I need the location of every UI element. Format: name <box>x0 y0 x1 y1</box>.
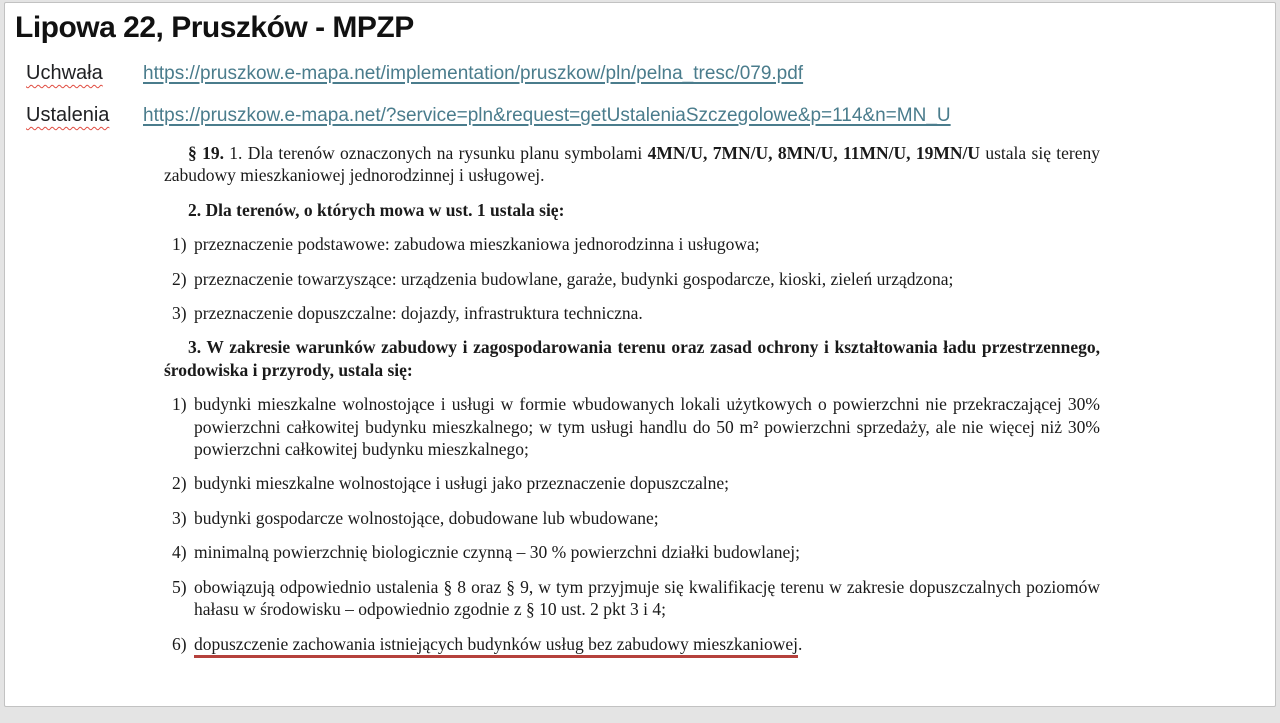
item-number: 1) <box>172 394 187 415</box>
paragraph-19-1: § 19. 1. Dla terenów oznaczonych na rysunku planu symbolami 4MN/U, 7MN/U, 8MN/U, 11MN/U, 19MN/U ustala się tereny zabudowy mieszkaniowej jednorodzinnej i usługowej. <box>164 143 1101 186</box>
item-number: 2) <box>172 268 187 289</box>
item-number: 6) <box>172 633 187 654</box>
item-number: 3) <box>172 303 187 324</box>
uchwala-row <box>26 62 1275 85</box>
uchwala-label: Uchwała <box>26 62 103 84</box>
list-item: 3) przeznaczenie dopuszczalne: dojazdy, infrastruktura techniczna. <box>164 302 1100 324</box>
red-underline-annotation: dopuszczenie zachowania istniejących budynków usług bez zabudowy mieszkaniowej <box>194 634 798 658</box>
paragraph-19-2-heading: 2. Dla terenów, o których mowa w ust. 1 ustala się: <box>188 199 565 220</box>
section-number: § 19. <box>188 143 224 163</box>
ustalenia-row <box>26 104 1275 127</box>
item-number: 4) <box>172 542 187 563</box>
uchwala-link[interactable]: https://pruszkow.e-mapa.net/implementation/pruszkow/pln/pelna_tresc/079.pdf <box>143 63 804 84</box>
paragraph-19-3-heading: 3. W zakresie warunków zabudowy i zagospodarowania terenu oraz zasad ochrony i kształtowania ładu przestrzennego, środowiska i przyrody, ustala się: <box>164 337 1100 380</box>
legal-text-excerpt <box>164 142 1100 655</box>
ustalenia-label: Ustalenia <box>26 104 110 126</box>
list-item-annotated: 6) dopuszczenie zachowania istniejących budynków usług bez zabudowy mieszkaniowej. <box>164 633 1100 655</box>
list-item: 2) przeznaczenie towarzyszące: urządzenia budowlane, garaże, budynki gospodarcze, kioski, zieleń urządzona; <box>164 268 1100 290</box>
item-number: 3) <box>172 507 187 528</box>
ustalenia-link[interactable]: https://pruszkow.e-mapa.net/?service=pln&request=getUstaleniaSzczegolowe&p=114&n=MN_U <box>143 105 951 126</box>
plan-symbols: 4MN/U, 7MN/U, 8MN/U, 11MN/U, 19MN/U <box>647 143 981 163</box>
item-number: 2) <box>172 473 187 494</box>
page <box>4 2 1276 707</box>
item-number: 5) <box>172 576 187 597</box>
list-item: 3) budynki gospodarcze wolnostojące, dobudowane lub wbudowane; <box>164 507 1100 529</box>
list-item: 5) obowiązują odpowiednio ustalenia § 8 oraz § 9, w tym przyjmuje się kwalifikację terenu w zakresie dopuszczalnych poziomów hałasu w środowisku – odpowiednio zgodnie z § 10 ust. 2 pkt 3 i 4; <box>164 576 1100 621</box>
list-item: 4) minimalną powierzchnię biologicznie czynną – 30 % powierzchni działki budowlanej; <box>164 541 1100 563</box>
item-number: 1) <box>172 234 187 255</box>
list-item: 1) przeznaczenie podstawowe: zabudowa mieszkaniowa jednorodzinna i usługowa; <box>164 233 1100 255</box>
list-item: 1) budynki mieszkalne wolnostojące i usługi w formie wbudowanych lokali użytkowych o powierzchni nie przekraczającej 30% powierzchni całkowitej budynku mieszkalnego; w tym usługi handlu do 50 m² powierzchni sprzedaży, ale nie więcej niż 30% powierzchni całkowitej budynku mieszkalnego; <box>164 393 1100 460</box>
page-title: Lipowa 22, Pruszków - MPZP <box>15 11 414 44</box>
list-item: 2) budynki mieszkalne wolnostojące i usługi jako przeznaczenie dopuszczalne; <box>164 472 1100 494</box>
